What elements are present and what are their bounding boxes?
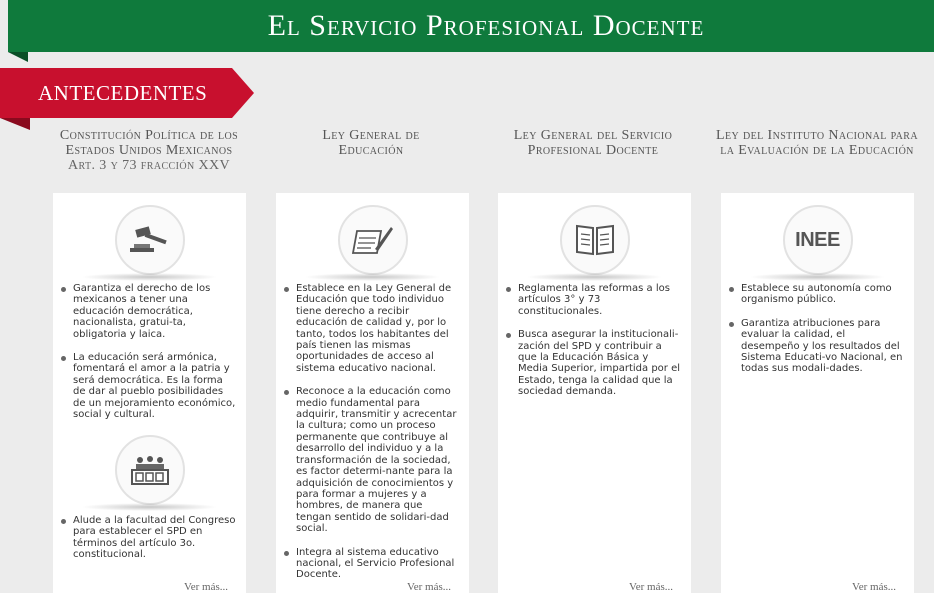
ver-mas-link[interactable]: Ver más... (629, 581, 673, 593)
list-item: Alude a la facultad del Congreso para establecer el SPD en términos del artículo 3o. constitucional. (61, 515, 236, 561)
list-item: Garantiza atribuciones para evaluar la calidad, el desempeño y los resultados del Sistema Educati-vo Nacional, en todas sus modali-dades. (729, 318, 904, 375)
list-item: Integra al sistema educativo nacional, el Servicio Profesional Docente. (284, 547, 459, 581)
column-subtitle: Art. 3 y 73 fracción XXV (67, 158, 230, 173)
icon-shadow (81, 503, 218, 511)
inee-logo-text: INEE (795, 228, 840, 251)
bullet-list (61, 283, 236, 432)
column-title-text: Ley General de Educación (322, 128, 420, 158)
ver-mas-link[interactable]: Ver más... (184, 581, 228, 593)
bullet-list (284, 283, 459, 593)
card-constitucion (53, 193, 246, 593)
card-ley-spd (498, 193, 691, 593)
card-ley-general-educacion (276, 193, 469, 593)
column-title-text: Ley del Instituto Nacional para la Evaluación de la Educación (716, 128, 918, 158)
bullet-list (61, 515, 236, 573)
list-item: Reconoce a la educación como medio fundamental para adquirir, transmitir y acrecentar la cultura; como un proceso permanente que contribuye al desarrollo del individuo y a la transformación de la sociedad, es factor determi-nante para la adquisición de conocimientos y para formar a mujeres y a hombres, de manera que tengan sentido de solidari-dad social. (284, 386, 459, 534)
bullet-list (506, 283, 681, 410)
column-title-text: Constitución Política de los Estados Unidos Mexicanos (59, 128, 239, 158)
icon-shadow (81, 273, 218, 281)
list-item: Garantiza el derecho de los mexicanos a tener una educación democrática, nacionalista, gratui-ta, obligatoria y laica. (61, 283, 236, 340)
column-title-text: Ley General del Servicio Profesional Docente (513, 128, 673, 158)
column-title-ley-inee (702, 128, 932, 158)
gavel-icon (115, 205, 185, 275)
column-title-ley-general-educacion (256, 128, 486, 158)
list-item: Establece su autonomía como organismo público. (729, 283, 904, 306)
ver-mas-link[interactable]: Ver más... (407, 581, 451, 593)
section-label: ANTECEDENTES (38, 80, 208, 105)
ver-mas-link[interactable]: Ver más... (852, 581, 896, 593)
inee-logo-icon (783, 205, 853, 275)
icon-shadow (749, 273, 886, 281)
book-icon (560, 205, 630, 275)
icon-shadow (304, 273, 441, 281)
document-pen-icon (338, 205, 408, 275)
list-item: Establece en la Ley General de Educación que todo individuo tiene derecho a recibir educación de calidad y, por lo tanto, todos los habitantes del país tienen las mismas oportunidades de acceso al sistema educativo nacional. (284, 283, 459, 374)
page-title: El Servicio Profesional Docente (8, 0, 934, 52)
icon-shadow (526, 273, 663, 281)
header-fold (8, 52, 28, 62)
column-title-constitucion (34, 128, 264, 173)
list-item: La educación será armónica, fomentará el amor a la patria y será democrática. Es la forma de dar al pueblo posibilidades de un mejoramiento económico, social y cultural. (61, 352, 236, 420)
card-ley-inee (721, 193, 914, 593)
congress-icon (115, 435, 185, 505)
column-title-ley-spd (478, 128, 708, 158)
list-item: Busca asegurar la institucionali-zación del SPD y contribuir a que la Educación Básica y Media Superior, impartida por el Estado, tenga la calidad que la sociedad demanda. (506, 329, 681, 397)
section-ribbon (0, 68, 232, 118)
ribbon-fold (0, 118, 30, 130)
list-item: Reglamenta las reformas a los artículos 3° y 73 constitucionales. (506, 283, 681, 317)
bullet-list (729, 283, 904, 387)
